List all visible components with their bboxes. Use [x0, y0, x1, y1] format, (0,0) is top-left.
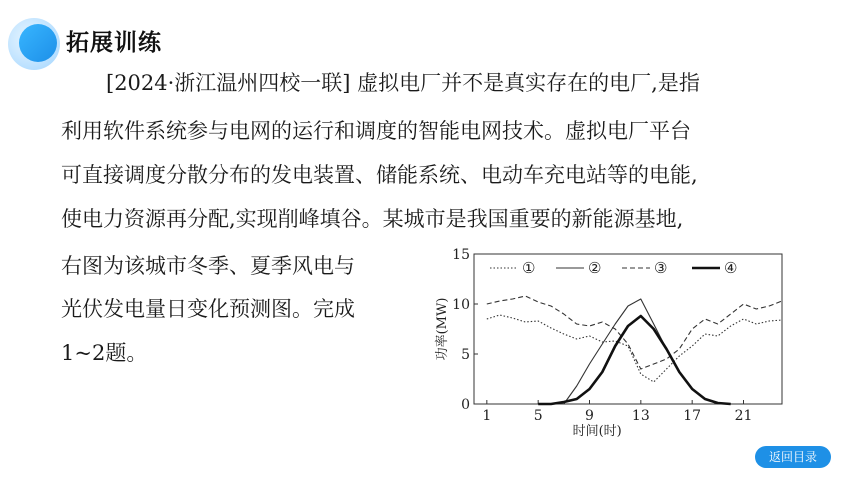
x-tick-label: 17: [683, 408, 702, 424]
x-tick-label: 21: [734, 408, 753, 424]
x-tick-label: 1: [482, 408, 492, 424]
x-tick-label: 9: [585, 408, 594, 424]
question-line: 光伏发电量日变化预测图。完成: [61, 297, 355, 321]
y-tick-label: 5: [461, 347, 470, 363]
question-line: 1~2题。: [61, 341, 148, 365]
series-line-3: [487, 296, 782, 369]
legend-label: ③: [654, 259, 668, 277]
question-line: 可直接调度分散分布的发电装置、储能系统、电动车充电站等的电能,: [61, 163, 698, 187]
legend-label: ④: [724, 259, 738, 277]
legend-label: ①: [522, 259, 536, 277]
question-line: 右图为该城市冬季、夏季风电与: [61, 254, 355, 278]
power-line-chart: [430, 240, 790, 440]
legend-label: ②: [588, 259, 602, 277]
section-title: 拓展训练: [66, 30, 162, 56]
x-tick-label: 5: [533, 408, 543, 424]
x-tick-label: 13: [631, 408, 650, 424]
y-axis-label: 功率(MW): [435, 297, 450, 361]
question-line: 利用软件系统参与电网的运行和调度的智能电网技术。虚拟电厂平台: [61, 119, 691, 143]
back-to-contents-button[interactable]: 返回目录: [755, 446, 831, 468]
question-line: 使电力资源再分配,实现削峰填谷。某城市是我国重要的新能源基地,: [61, 207, 684, 231]
series-line-1: [487, 315, 782, 382]
y-tick-label: 10: [452, 297, 470, 313]
question-line: [2024·浙江温州四校一联] 虚拟电厂并不是真实存在的电厂,是指: [106, 71, 700, 95]
y-tick-label: 15: [452, 247, 470, 263]
y-tick-label: 0: [461, 397, 470, 413]
x-axis-label: 时间(时): [572, 424, 622, 439]
section-badge-dot-icon: [19, 24, 57, 62]
